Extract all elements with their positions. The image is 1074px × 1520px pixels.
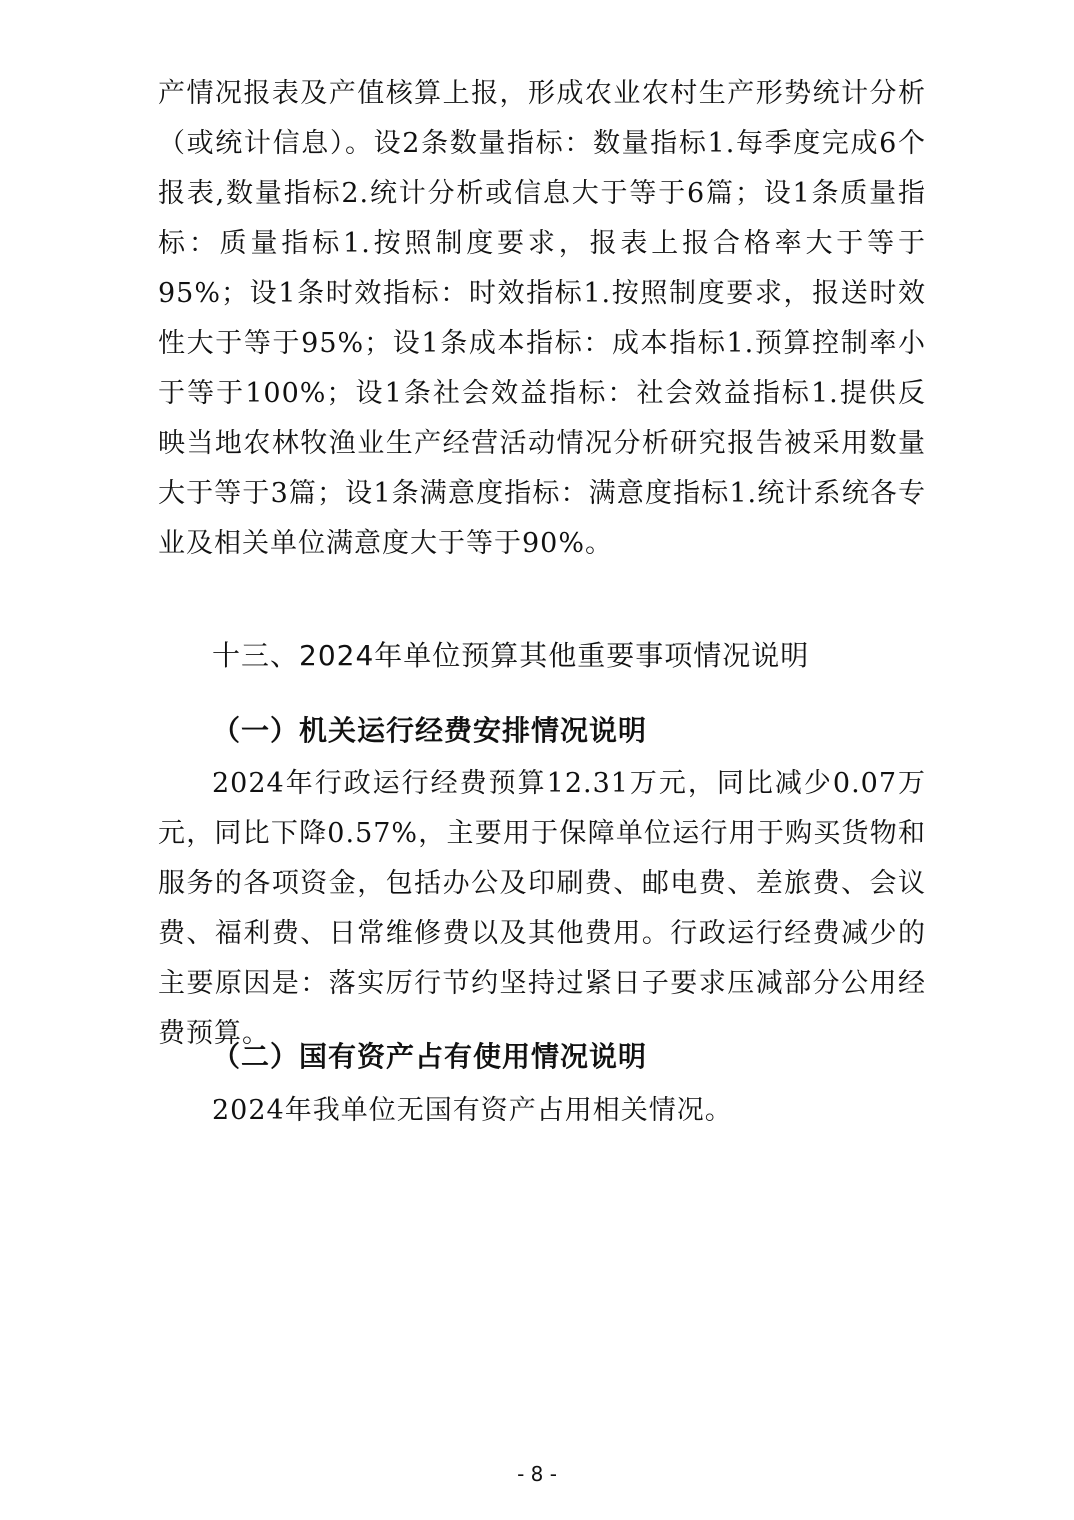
page-number: - 8 -: [517, 1462, 557, 1486]
paragraph-performance-indicators: 产情况报表及产值核算上报，形成农业农村生产形势统计分析（或统计信息）。设2条数量指标：数量指标1.每季度完成6个报表,数量指标2.统计分析或信息大于等于6篇；设1条质量指标：质量指标1.按照制度要求，报表上报合格率大于等于95%；设1条时效指标：时效指标1.按照制度要求，报送时效性大于等于95%；设1条成本指标：成本指标1.预算控制率小于等于100%；设1条社会效益指标：社会效益指标1.提供反映当地农林牧渔业生产经营活动情况分析研究报告被采用数量大于等于3篇；设1条满意度指标：满意度指标1.统计系统各专业及相关单位满意度大于等于90%。: [158, 78, 926, 559]
subsection-heading-operating-expenses: （一）机关运行经费安排情况说明: [212, 714, 648, 747]
section-heading: 十三、2024年单位预算其他重要事项情况说明: [212, 639, 810, 672]
subsection-heading-state-assets: （二）国有资产占有使用情况说明: [212, 1040, 648, 1073]
paragraph-state-assets: 2024年我单位无国有资产占用相关情况。: [212, 1095, 733, 1126]
paragraph-operating-expenses: 2024年行政运行经费预算12.31万元，同比减少0.07万元，同比下降0.57%，主要用于保障单位运行用于购买货物和服务的各项资金，包括办公及印刷费、邮电费、差旅费、会议费、福利费、日常维修费以及其他费用。行政运行经费减少的主要原因是：落实厉行节约坚持过紧日子要求压减部分公用经费预算。: [158, 768, 926, 1049]
